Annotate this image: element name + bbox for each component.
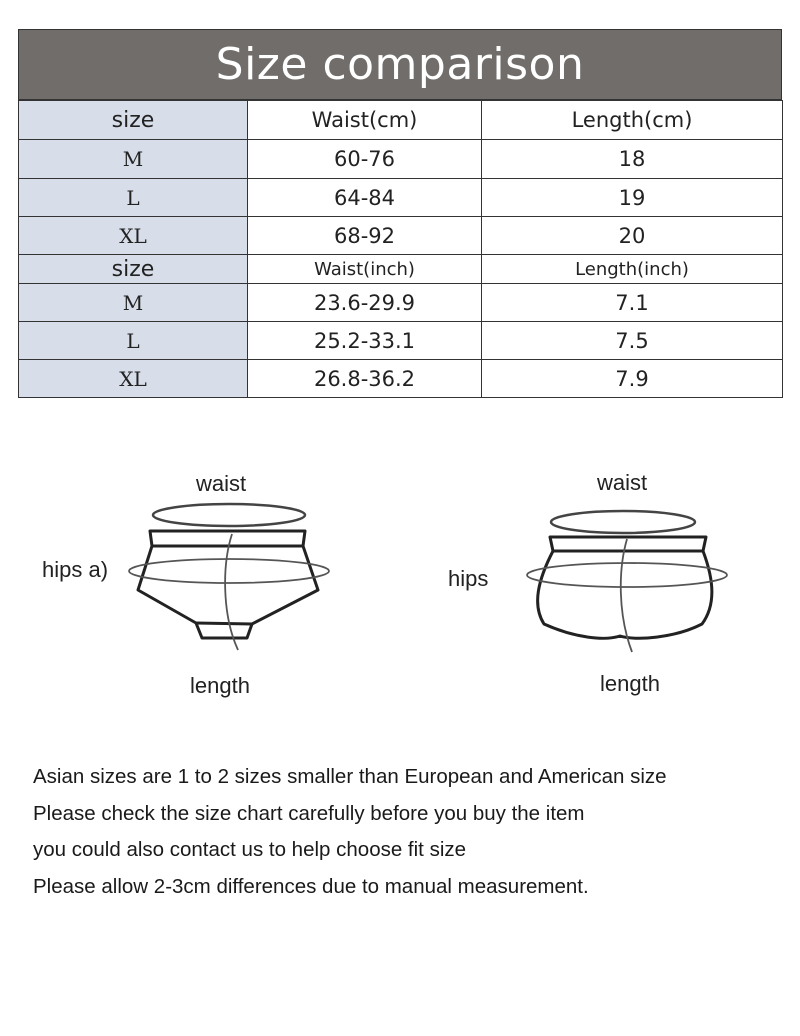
length-cm-header: Length(cm) xyxy=(482,101,783,140)
note-line: Asian sizes are 1 to 2 sizes smaller than European and American size xyxy=(33,765,667,788)
size-label: XL xyxy=(19,217,248,255)
size-label: L xyxy=(19,179,248,217)
note-line: Please check the size chart carefully before you buy the item xyxy=(33,801,585,825)
size-chart xyxy=(18,29,782,398)
length-label: length xyxy=(190,673,250,698)
size-label: L xyxy=(19,322,248,360)
size-label: M xyxy=(19,140,248,179)
size-label: XL xyxy=(19,360,248,398)
waist-value: 23.6-29.9 xyxy=(248,284,482,322)
hips-label: hips xyxy=(448,566,489,591)
size-header: size xyxy=(19,255,248,284)
cm-header-row xyxy=(19,101,783,140)
size-notes xyxy=(33,763,793,909)
waist-cm-header: Waist(cm) xyxy=(248,101,482,140)
brief-diagram xyxy=(0,440,400,720)
hips-label: hips a) xyxy=(42,557,109,582)
waist-value: 25.2-33.1 xyxy=(248,322,482,360)
length-value: 18 xyxy=(482,140,783,179)
chart-title: Size comparison xyxy=(18,29,782,100)
boxer-diagram xyxy=(400,440,800,720)
table-row xyxy=(19,284,783,322)
waist-value: 26.8-36.2 xyxy=(248,360,482,398)
length-value: 20 xyxy=(482,217,783,255)
table-row xyxy=(19,140,783,179)
waist-value: 60-76 xyxy=(248,140,482,179)
size-header: size xyxy=(19,101,248,140)
waist-value: 68-92 xyxy=(248,217,482,255)
table-row xyxy=(19,360,783,398)
length-value: 19 xyxy=(482,179,783,217)
length-value: 7.5 xyxy=(482,322,783,360)
waist-label: waist xyxy=(597,470,648,495)
length-inch-header: Length(inch) xyxy=(482,255,783,284)
note-line: Please allow 2-3cm differences due to manual measurement. xyxy=(33,874,589,898)
note-line: you could also contact us to help choose fit size xyxy=(33,838,467,861)
length-value: 7.1 xyxy=(482,284,783,322)
waist-inch-header: Waist(inch) xyxy=(248,255,482,284)
waist-label: waist xyxy=(196,471,247,496)
length-value: 7.9 xyxy=(482,360,783,398)
inch-header-row xyxy=(19,255,783,284)
length-label: length xyxy=(600,671,660,696)
size-label: M xyxy=(19,284,248,322)
table-row xyxy=(19,322,783,360)
waist-value: 64-84 xyxy=(248,179,482,217)
table-row xyxy=(19,217,783,255)
size-table xyxy=(18,100,783,398)
table-row xyxy=(19,179,783,217)
